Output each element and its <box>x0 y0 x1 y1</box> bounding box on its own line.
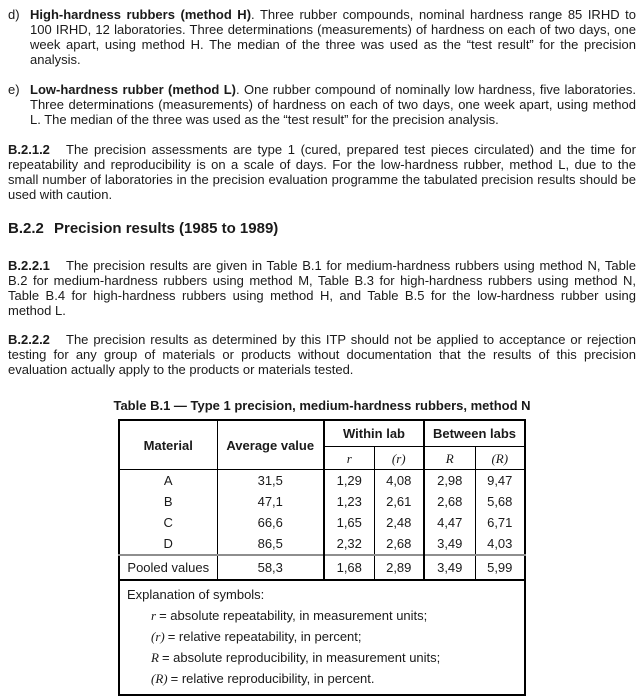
table-row-pooled <box>119 555 525 580</box>
cell-material: B <box>119 491 217 512</box>
cell-R: 3,49 <box>424 533 475 555</box>
list-item-body: . One rubber compound of nominally low hardness, five laboratories. Three determinations (measurements) of hardness on each of two days, one week apart, using method L. The median of the three was used as the “test result” for the precision analysis. <box>30 82 636 127</box>
table-header <box>119 420 525 470</box>
cell-r: 1,29 <box>324 470 374 492</box>
cell-material: Pooled values <box>119 555 217 580</box>
section-heading-number: B.2.2 <box>8 220 44 237</box>
cell-r-relative: 2,68 <box>374 533 424 555</box>
header-symbol-R-relative: (R) <box>475 447 525 470</box>
clause-body: The precision assessments are type 1 (cured, prepared test pieces circulated) and the time for repeatability and reproducibility is on a scale of days. For the low-hardness rubber, method L, due to the small number of laboratories in the precision evaluation programme the tabulated precision results should be used with caution. <box>8 142 636 202</box>
explanation-symbol: R <box>151 650 159 665</box>
header-average-value: Average value <box>217 420 324 470</box>
table-row <box>119 512 525 533</box>
cell-r-relative: 2,89 <box>374 555 424 580</box>
cell-material: D <box>119 533 217 555</box>
table-header-group-row <box>119 420 525 447</box>
explanation-item <box>151 608 516 623</box>
list-item-label: e) <box>8 82 20 97</box>
table-row <box>119 470 525 492</box>
header-within-lab: Within lab <box>324 420 424 447</box>
list-item-lead: High-hardness rubbers (method H) <box>30 7 252 22</box>
table-body <box>119 470 525 696</box>
list-item-d <box>8 7 636 67</box>
list-item-body: . Three rubber compounds, nominal hardness range 85 IRHD to 100 IRHD, 12 laboratories. Three determinations (measurements) of hardness on each of two days, one week apart, using method H. The median of the three was used as the “test result” for the precision analysis. <box>30 7 636 67</box>
cell-r-relative: 2,61 <box>374 491 424 512</box>
list-item-e <box>8 82 636 127</box>
list-item-text <box>30 82 636 127</box>
cell-average: 66,6 <box>217 512 324 533</box>
table-row <box>119 533 525 555</box>
cell-R: 3,49 <box>424 555 475 580</box>
header-symbol-r-relative: (r) <box>374 447 424 470</box>
explanation-symbol: r <box>151 608 157 623</box>
cell-R: 2,98 <box>424 470 475 492</box>
cell-average: 47,1 <box>217 491 324 512</box>
cell-average: 58,3 <box>217 555 324 580</box>
cell-material: A <box>119 470 217 492</box>
cell-R: 4,47 <box>424 512 475 533</box>
table-footnote <box>119 580 525 695</box>
cell-r-relative: 2,48 <box>374 512 424 533</box>
cell-r: 1,68 <box>324 555 374 580</box>
list-item-lead: Low-hardness rubber (method L) <box>30 82 236 97</box>
explanation-text: = absolute repeatability, in measurement units; <box>159 608 428 623</box>
clause-label: B.2.2.2 <box>8 332 50 347</box>
clause-body: The precision results as determined by this ITP should not be applied to acceptance or rejection testing for any group of materials or products without documentation that the results of this precision evaluation actually apply to the products or materials tested. <box>8 332 636 377</box>
header-symbol-r: r <box>324 447 374 470</box>
cell-R-relative: 9,47 <box>475 470 525 492</box>
explanation-text: = relative repeatability, in percent; <box>167 629 362 644</box>
cell-R-relative: 5,68 <box>475 491 525 512</box>
table-row <box>119 491 525 512</box>
clause-b221 <box>8 258 636 318</box>
explanation-item <box>151 650 516 665</box>
explanation-text: = absolute reproducibility, in measurement units; <box>161 650 441 665</box>
cell-average: 86,5 <box>217 533 324 555</box>
cell-r: 2,32 <box>324 533 374 555</box>
section-heading-title: Precision results (1985 to 1989) <box>54 220 279 237</box>
header-symbol-R: R <box>424 447 475 470</box>
header-material: Material <box>119 420 217 470</box>
explanation-text: = relative reproducibility, in percent. <box>170 671 375 686</box>
cell-R-relative: 4,03 <box>475 533 525 555</box>
cell-R-relative: 6,71 <box>475 512 525 533</box>
clause-b222 <box>8 332 636 377</box>
list-item-text <box>30 7 636 67</box>
precision-table <box>118 419 526 696</box>
explanation-title: Explanation of symbols: <box>127 587 265 602</box>
cell-r: 1,23 <box>324 491 374 512</box>
cell-R: 2,68 <box>424 491 475 512</box>
clause-label: B.2.1.2 <box>8 142 50 157</box>
explanation-symbol: (r) <box>151 629 165 644</box>
explanation-item <box>151 629 516 644</box>
cell-R-relative: 5,99 <box>475 555 525 580</box>
cell-r: 1,65 <box>324 512 374 533</box>
clause-label: B.2.2.1 <box>8 258 50 273</box>
explanation-symbol: (R) <box>151 671 168 686</box>
explanation-item <box>151 671 516 686</box>
table-footnote-cell <box>119 580 525 695</box>
header-between-labs: Between labs <box>424 420 525 447</box>
list-item-label: d) <box>8 7 20 22</box>
cell-material: C <box>119 512 217 533</box>
table-title: Table B.1 — Type 1 precision, medium-hardness rubbers, method N <box>113 398 531 413</box>
cell-average: 31,5 <box>217 470 324 492</box>
cell-r-relative: 4,08 <box>374 470 424 492</box>
clause-body: The precision results are given in Table B.1 for medium-hardness rubbers using method N, Table B.2 for medium-hardness rubbers using method M, Table B.3 for high-hardness rubbers using method N, Table B.4 for high-hardness rubbers using method H, and Table B.5 for the low-hardness rubber using method L. <box>8 258 636 318</box>
clause-b212 <box>8 142 636 202</box>
section-heading <box>8 221 636 237</box>
